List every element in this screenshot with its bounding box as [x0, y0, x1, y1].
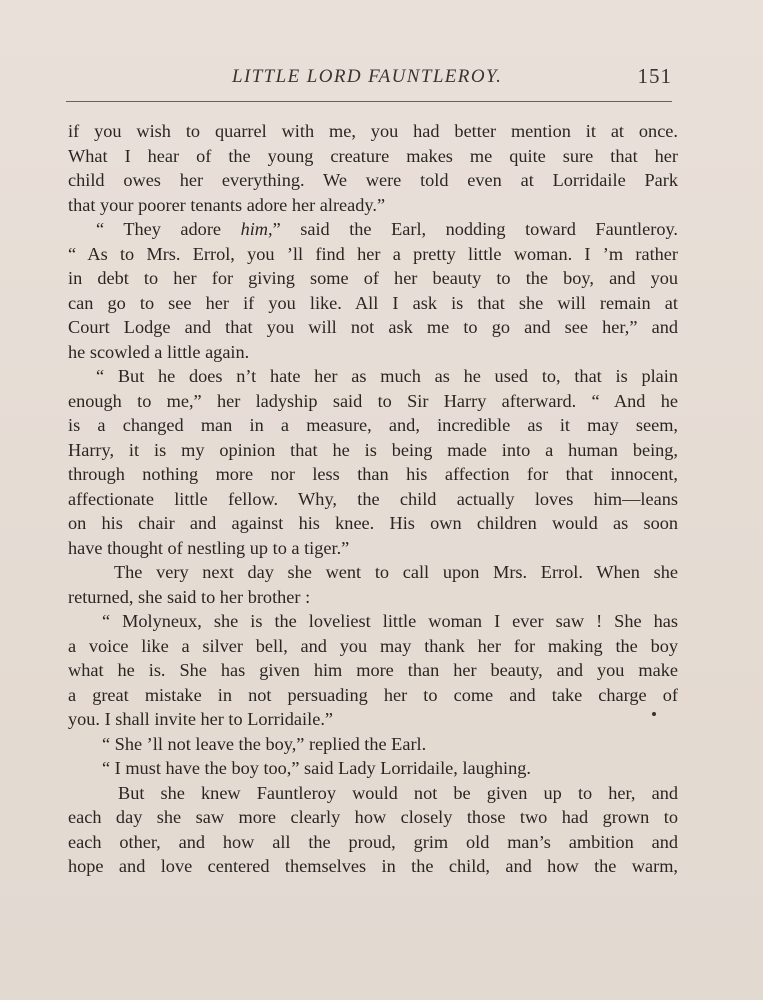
text-line: The very next day she went to call upon Mrs. Errol. When she — [114, 562, 678, 582]
text-line: is a changed man in a measure, and, incredible as it may seem, — [68, 415, 678, 435]
text-line: what he is. She has given him more than her beauty, and you make — [68, 660, 678, 680]
text-line: “ She ’ll not leave the boy,” replied the Earl. — [102, 733, 427, 754]
text-line: What I hear of the young creature makes me quite sure that her — [68, 145, 678, 166]
text-line: on his chair and against his knee. His own children would as soon — [68, 513, 678, 533]
page-header — [232, 66, 672, 90]
text-line: Court Lodge and that you will not ask me to go and see her,” and — [68, 317, 678, 337]
text-line: returned, she said to her brother : — [68, 586, 311, 607]
text-line: you. I shall invite her to Lorridaile.” — [68, 709, 333, 729]
text-line: can go to see her if you like. All I ask is that she will remain at — [68, 292, 678, 313]
text-line: have thought of nestling up to a tiger.” — [68, 537, 350, 558]
text-line: “ I must have the boy too,” said Lady Lorridaile, laughing. — [102, 758, 531, 778]
text-line: child owes her everything. We were told even at Lorridaile Park — [68, 170, 678, 190]
text-line: But she knew Fauntleroy would not be given up to her, and — [118, 782, 678, 803]
text-fragment: “ They adore — [96, 219, 241, 239]
text-line: if you wish to quarrel with me, you had better mention it at once. — [68, 121, 678, 141]
text-line: affectionate little fellow. Why, the child actually loves him—leans — [68, 488, 678, 509]
text-line — [68, 217, 678, 242]
text-line: “ But he does n’t hate her as much as he used to, that is plain — [96, 366, 678, 386]
text-line: Harry, it is my opinion that he is being made into a human being, — [68, 439, 678, 460]
text-line: a great mistake in not persuading her to come and take charge of — [68, 684, 678, 705]
text-line: he scowled a little again. — [68, 341, 250, 362]
page-number: 151 — [637, 64, 672, 88]
text-line: “ Molyneux, she is the loveliest little woman I ever saw ! She has — [102, 611, 678, 631]
text-line: hope and love centered themselves in the child, and how the warm, — [68, 856, 678, 876]
text-line: enough to me,” her ladyship said to Sir Harry afterward. “ And he — [68, 390, 678, 411]
ink-speck — [652, 712, 656, 716]
emphasis-text: him, — [240, 219, 273, 239]
text-line: that your poorer tenants adore her already.” — [68, 194, 386, 215]
text-line: in debt to her for giving some of her beauty to the boy, and you — [68, 268, 678, 288]
text-line: each other, and how all the proud, grim old man’s ambition and — [68, 831, 678, 852]
text-line: each day she saw more clearly how closely those two had grown to — [68, 807, 678, 827]
running-title: LITTLE LORD FAUNTLEROY. — [232, 66, 503, 87]
body-text — [68, 119, 678, 879]
header-rule — [66, 101, 672, 102]
text-fragment: ” said the Earl, nodding toward Fauntleroy. — [272, 219, 678, 239]
text-line: through nothing more nor less than his affection for that innocent, — [68, 464, 678, 484]
text-line: a voice like a silver bell, and you may thank her for making the boy — [68, 635, 678, 656]
text-line: “ As to Mrs. Errol, you ’ll find her a pretty little woman. I ’m rather — [68, 243, 678, 264]
